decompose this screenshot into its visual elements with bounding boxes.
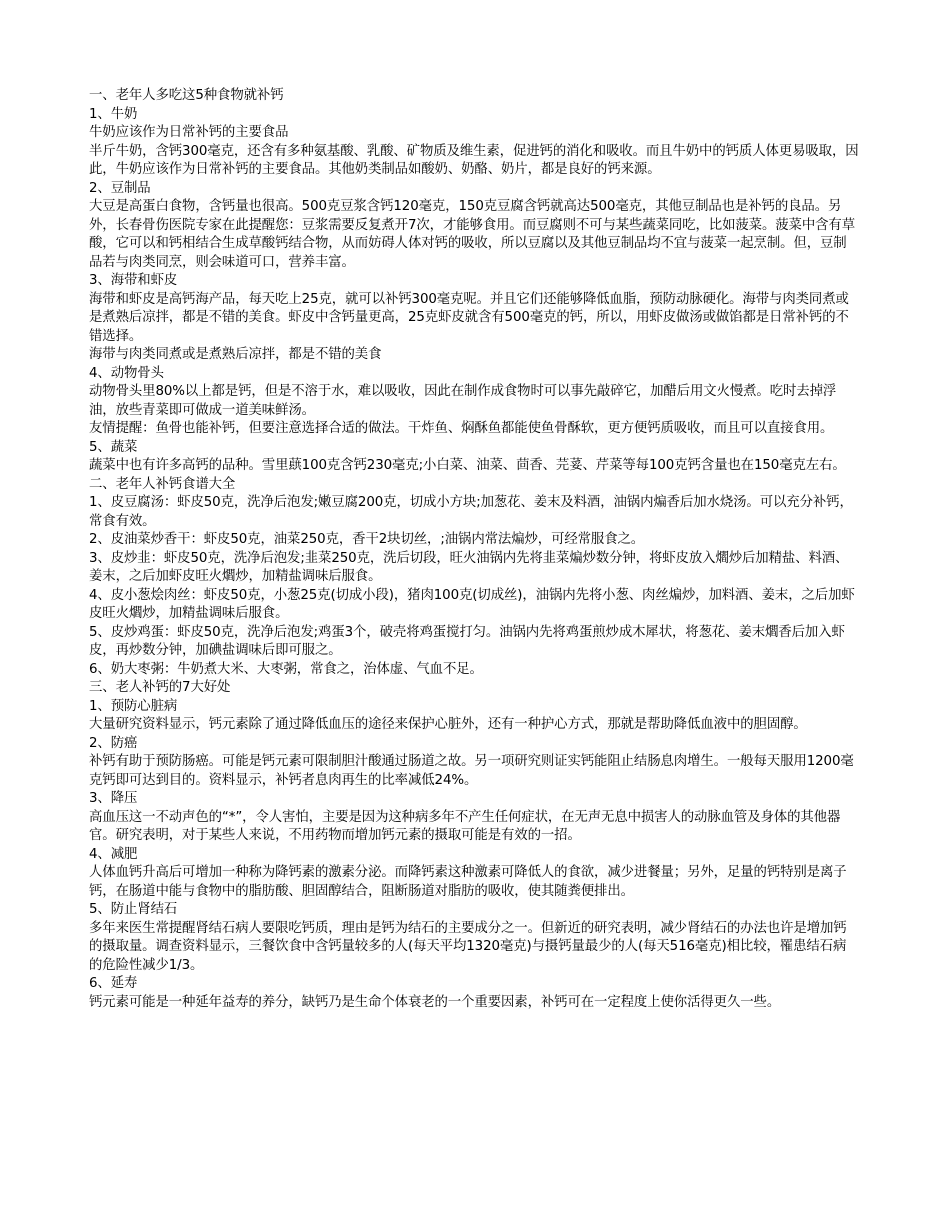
paragraph: 蔬菜中也有许多高钙的品种。雪里蕻100克含钙230毫克;小白菜、油菜、茴香、芫荽、芹菜等每100克钙含量也在150毫克左右。 [89,458,846,473]
paragraph: 大量研究资料显示，钙元素除了通过降低血压的途径来保护心脏外，还有一种护心方式，那就是帮助降低血液中的胆固醇。 [89,717,807,732]
subheading-blood-pressure: 3、降压 [89,791,138,806]
paragraph: 高血压这一不动声色的“*”，令人害怕，主要是因为这种病多年不产生任何症状，在无声无息中损害人的动脉血管及身体的其他器官。研究表明，对于某些人来说，不用药物而增加钙元素的摄取可能是有效的一招。 [89,809,841,843]
paragraph: 海带与肉类同煮或是煮熟后凉拌，都是不错的美食 [89,347,382,362]
recipe-item: 3、皮炒韭：虾皮50克，洗净后泡发;韭菜250克，洗后切段，旺火油锅内先将韭菜煸炒数分钟，将虾皮放入爓炒后加精盐、料酒、姜末，之后加虾皮旺火爓炒，加精盐调味后服食。 [89,550,849,584]
paragraph: 牛奶应该作为日常补钙的主要食品 [89,125,289,140]
subheading-longevity: 6、延寿 [89,976,138,991]
subheading-soy: 2、豆制品 [89,180,151,196]
paragraph: 人体血钙升高后可增加一种称为降钙素的激素分泌。而降钙素这种激素可降低人的食欲，减少进餐量；另外，足量的钙特别是离子钙，在肠道中能与食物中的脂肪酸、胆固醇结合，阻断肠道对脂肪的吸收，使其随粪便排出。 [89,865,847,899]
recipe-item: 1、皮豆腐汤：虾皮50克，洗净后泡发;嫩豆腐200克，切成小方块;加葱花、姜末及料酒，油锅内煸香后加水烧汤。可以充分补钙，常食有效。 [89,495,853,529]
paragraph: 钙元素可能是一种延年益寿的养分，缺钙乃是生命个体衰老的一个重要因素，补钙可在一定程度上使你活得更久一些。 [89,994,781,1010]
paragraph: 多年来医生常提醒肾结石病人要限吃钙质，理由是钙为结石的主要成分之一。但新近的研究表明，减少肾结石的办法也许是增加钙的摄取量。调查资料显示，三餐饮食中含钙量较多的人(每天平均1320毫克)与摄钙量最少的人(每天516毫克)相比较，罹患结石病的危险性减少1/3。 [89,920,847,973]
subheading-cancer: 2、防癌 [89,735,138,751]
subheading-vegetables: 5、蔬菜 [89,439,138,455]
paragraph: 补钙有助于预防肠癌。可能是钙元素可限制胆汁酸通过肠道之故。另一项研究则证实钙能阻止结肠息肉增生。一般每天服用1200毫克钙即可达到目的。资料显示，补钙者息肉再生的比率减低24%。 [89,754,854,788]
paragraph: 动物骨头里80%以上都是钙，但是不溶于水，难以吸收，因此在制作成食物时可以事先敲碎它，加醋后用文火慢煮。吃时去掉浮油，放些青菜即可做成一道美味鲜汤。 [89,384,837,418]
subheading-seaweed-shrimp: 3、海带和虾皮 [89,273,178,288]
paragraph: 海带和虾皮是高钙海产品，每天吃上25克，就可以补钙300毫克呢。并且它们还能够降低血脂，预防动脉硬化。海带与肉类同煮或是煮熟后凉拌，都是不错的美食。虾皮中含钙量更高，25克虾皮就含有500毫克的钙，所以，用虾皮做汤或做馅都是日常补钙的不错选择。 [89,291,849,344]
subheading-heart: 1、预防心脏病 [89,698,178,714]
section-heading-2: 二、老年人补钙食谱大全 [89,476,236,492]
subheading-kidney-stones: 5、防止肾结石 [89,902,178,917]
recipe-item: 5、皮炒鸡蛋：虾皮50克，洗净后泡发;鸡蛋3个，破壳将鸡蛋搅打匀。油锅内先将鸡蛋煎炒成木犀状，将葱花、姜末爓香后加入虾皮，再炒数分钟，加碘盐调味后即可服之。 [89,624,845,658]
section-heading-1: 一、老年人多吃这5种食物就补钙 [89,88,284,103]
document-body [89,87,859,1012]
subheading-milk: 1、牛奶 [89,106,138,122]
paragraph: 半斤牛奶，含钙300毫克，还含有多种氨基酸、乳酸、矿物质及维生素，促进钙的消化和吸收。而且牛奶中的钙质人体更易吸取，因此，牛奶应该作为日常补钙的主要食品。其他奶类制品如酸奶、奶酪、奶片，都是良好的钙来源。 [89,143,859,177]
paragraph: 友情提醒：鱼骨也能补钙，但要注意选择合适的做法。干炸鱼、焖酥鱼都能使鱼骨酥软，更方便钙质吸收，而且可以直接食用。 [89,421,834,436]
recipe-item: 6、奶大枣粥：牛奶煮大米、大枣粥，常食之，治体虚、气血不足。 [89,661,483,677]
subheading-weight-loss: 4、减肥 [89,846,138,862]
recipe-item: 2、皮油菜炒香干：虾皮50克，油菜250克，香干2块切丝，;油锅内常法煸炒，可经常服食之。 [89,532,645,547]
section-heading-3: 三、老人补钙的7大好处 [89,680,231,695]
paragraph: 大豆是高蛋白食物，含钙量也很高。500克豆浆含钙120毫克，150克豆腐含钙就高达500毫克，其他豆制品也是补钙的良品。另外，长春骨伤医院专家在此提醒您：豆浆需要反复煮开7次，才能够食用。而豆腐则不可与某些蔬菜同吃，比如菠菜。菠菜中含有草酸，它可以和钙相结合生成草酸钙结合物，从而妨碍人体对钙的吸收，所以豆腐以及其他豆制品均不宜与菠菜一起烹制。但，豆制品若与肉类同烹，则会味道可口，营养丰富。 [89,199,855,270]
recipe-item: 4、皮小葱烩肉丝：虾皮50克，小葱25克(切成小段)，猪肉100克(切成丝)，油锅内先将小葱、肉丝煸炒，加料酒、姜末，之后加虾皮旺火爓炒，加精盐调味后服食。 [89,587,855,621]
subheading-bones: 4、动物骨头 [89,365,164,381]
